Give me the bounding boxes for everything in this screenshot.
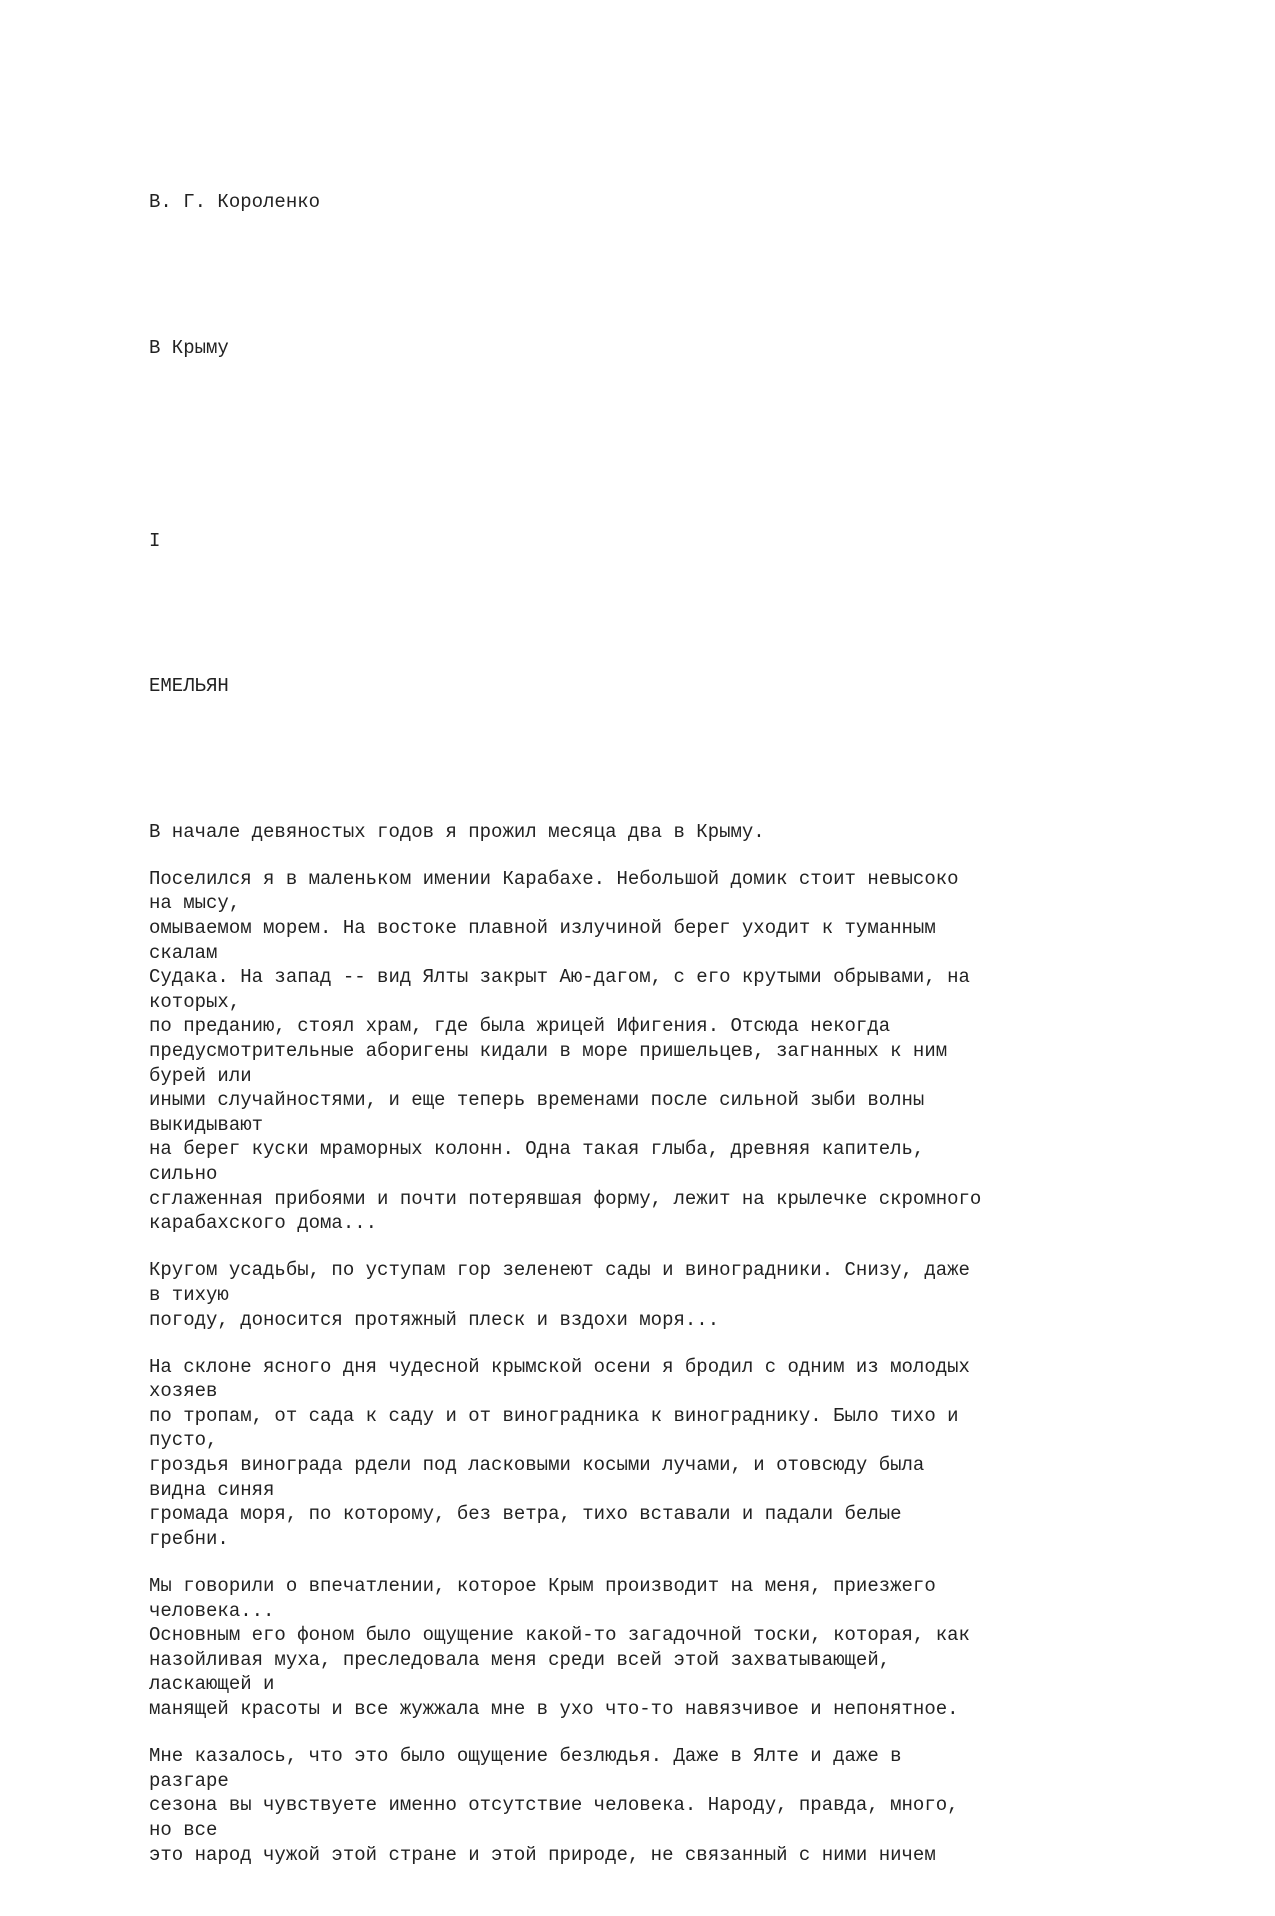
text-line: разгаре xyxy=(149,1769,229,1792)
chapter-title: ЕМЕЛЬЯН xyxy=(149,675,229,698)
text-line: омываемом морем. На востоке плавной излучиной берег уходит к туманным xyxy=(149,917,936,940)
spacer xyxy=(149,1551,1149,1574)
text-line: пусто, xyxy=(149,1429,218,1452)
text-line: в тихую xyxy=(149,1283,229,1306)
text-line: скалам xyxy=(149,941,218,964)
spacer xyxy=(149,264,1149,287)
text-line: погоду, доносится протяжный плеск и вздохи моря... xyxy=(149,1308,720,1331)
spacer xyxy=(149,748,1149,771)
text-line: видна синяя xyxy=(149,1478,275,1501)
text-line: На склоне ясного дня чудесной крымской осени я бродил с одним из молодых xyxy=(149,1355,970,1378)
paragraph xyxy=(149,867,1149,1236)
text-line: гроздья винограда рдели под ласковыми косыми лучами, и отовсюду была xyxy=(149,1454,925,1477)
spacer xyxy=(149,1236,1149,1259)
text-line: выкидывают xyxy=(149,1113,264,1136)
text-line: гребни. xyxy=(149,1527,229,1550)
paragraph xyxy=(149,1258,1149,1332)
text-line: громада моря, по которому, без ветра, тихо вставали и падали белые xyxy=(149,1503,902,1526)
text-line: ласкающей и xyxy=(149,1673,275,1696)
text-line: человека... xyxy=(149,1599,275,1622)
paragraph xyxy=(149,1355,1149,1552)
text-line: карабахского дома... xyxy=(149,1212,378,1235)
text-line: бурей или xyxy=(149,1064,252,1087)
text-line: Основным его фоном было ощущение какой-то загадочной тоски, которая, как xyxy=(149,1624,970,1647)
spacer xyxy=(149,1722,1149,1745)
text-line: иными случайностями, и еще теперь временами после сильной зыби волны xyxy=(149,1089,925,1112)
text-line: Мне казалось, что это было ощущение безлюдья. Даже в Ялте и даже в xyxy=(149,1745,902,1768)
chapter-number: I xyxy=(149,529,161,552)
text-line: манящей красоты и все жужжала мне в ухо что-то навязчивое и непонятное. xyxy=(149,1698,959,1721)
document-text xyxy=(149,141,1149,1916)
text-line: сезона вы чувствуете именно отсутствие человека. Народу, правда, много, xyxy=(149,1794,959,1817)
text-line: Кругом усадьбы, по уступам гор зеленеют сады и виноградники. Снизу, даже xyxy=(149,1259,970,1282)
text-line: Поселился я в маленьком имении Карабахе. Небольшой домик стоит невысоко xyxy=(149,867,959,890)
text-line: сильно xyxy=(149,1162,218,1185)
text-line: Судака. На запад -- вид Ялты закрыт Аю-дагом, с его крутыми обрывами, на xyxy=(149,966,970,989)
spacer xyxy=(149,844,1149,867)
author-line: В. Г. Короленко xyxy=(149,191,321,214)
paragraph xyxy=(149,1744,1149,1867)
paragraph xyxy=(149,820,1149,845)
text-line: по преданию, стоял храм, где была жрицей Ифигения. Отсюда некогда xyxy=(149,1015,891,1038)
paragraphs-container xyxy=(149,820,1149,1868)
text-line: В начале девяностых годов я прожил месяца два в Крыму. xyxy=(149,820,765,843)
text-line: хозяев xyxy=(149,1380,218,1403)
document-title: В Крыму xyxy=(149,336,229,359)
text-line: на берег куски мраморных колонн. Одна такая глыба, древняя капитель, xyxy=(149,1138,925,1161)
text-line: предусмотрительные аборигены кидали в море пришельцев, загнанных к ним xyxy=(149,1039,948,1062)
text-line: сглаженная прибоями и почти потерявшая форму, лежит на крылечке скромного xyxy=(149,1187,982,1210)
text-line: но все xyxy=(149,1818,218,1841)
paragraph xyxy=(149,1574,1149,1722)
spacer xyxy=(149,410,1149,480)
text-line: которых, xyxy=(149,990,241,1013)
spacer xyxy=(149,1332,1149,1355)
text-line: назойливая муха, преследовала меня среди всей этой захватывающей, xyxy=(149,1648,891,1671)
text-line: это народ чужой этой стране и этой природе, не связанный с ними ничем xyxy=(149,1843,936,1866)
text-line: по тропам, от сада к саду и от виноградника к винограднику. Было тихо и xyxy=(149,1404,959,1427)
spacer xyxy=(149,602,1149,625)
text-line: на мысу, xyxy=(149,892,241,915)
text-line: Мы говорили о впечатлении, которое Крым производит на меня, приезжего xyxy=(149,1575,936,1598)
